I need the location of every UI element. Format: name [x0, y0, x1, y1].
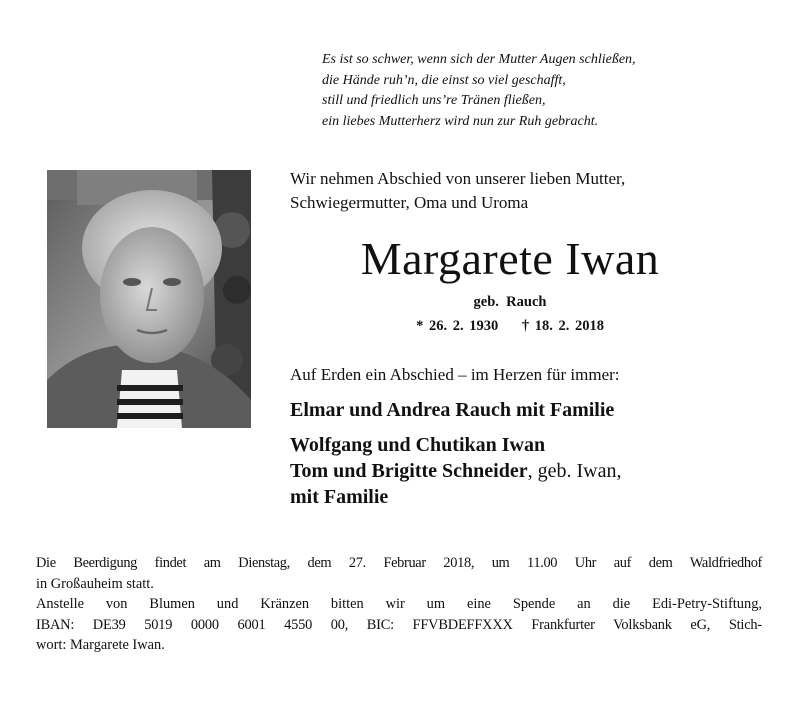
birth-name: geb. Rauch: [473, 294, 547, 310]
deceased-name: Margarete Iwan: [360, 233, 660, 284]
birth-date: * 26. 2. 1930: [416, 318, 499, 334]
notice-line: Anstelle von Blumen und Kränzen bitten wir um eine Spende an die Edi-Petry-Stiftung,: [36, 596, 762, 612]
poem-line: die Hände ruh’n, die einst so viel geschafft,: [322, 72, 566, 88]
poem-line: Es ist so schwer, wenn sich der Mutter Augen schließen,: [322, 52, 636, 67]
family-line: mit Familie: [290, 486, 389, 508]
portrait-illustration: [47, 170, 251, 428]
poem-line: still und friedlich uns’re Tränen fließen,: [322, 93, 546, 108]
intro-line: Schwiegermutter, Oma und Uroma: [290, 193, 529, 212]
notice-line: in Großauheim statt.: [36, 575, 154, 592]
notice-line: wort: Margarete Iwan.: [36, 637, 165, 653]
notice-line: IBAN: DE39 5019 0000 6001 4550 00, BIC: FFVBDEFFXXX Frankfurter Volksbank eG, Stich-: [36, 616, 762, 633]
notice-line: Die Beerdigung findet am Dienstag, dem 27. Februar 2018, um 11.00 Uhr auf dem Waldfriedhof: [36, 555, 762, 571]
poem: [322, 50, 772, 132]
family-maiden-name: , geb. Iwan,: [527, 460, 622, 482]
family-block: [290, 432, 770, 510]
family-line: [290, 458, 770, 484]
family-line: Wolfgang und Chutikan Iwan: [290, 434, 546, 456]
intro-line: Wir nehmen Abschied von unserer lieben Mutter,: [290, 169, 626, 188]
poem-line: ein liebes Mutterherz wird nun zur Ruh gebracht.: [322, 113, 599, 129]
funeral-notice: [36, 553, 762, 656]
farewell-line: Auf Erden ein Abschied – im Herzen für immer:: [290, 365, 620, 384]
portrait-photo: [47, 170, 251, 428]
intro-text: [290, 167, 760, 215]
family-line: Elmar und Andrea Rauch mit Familie: [290, 399, 615, 421]
life-dates: [290, 316, 730, 336]
death-date: † 18. 2. 2018: [521, 318, 604, 334]
family-name: Tom und Brigitte Schneider: [290, 460, 528, 482]
